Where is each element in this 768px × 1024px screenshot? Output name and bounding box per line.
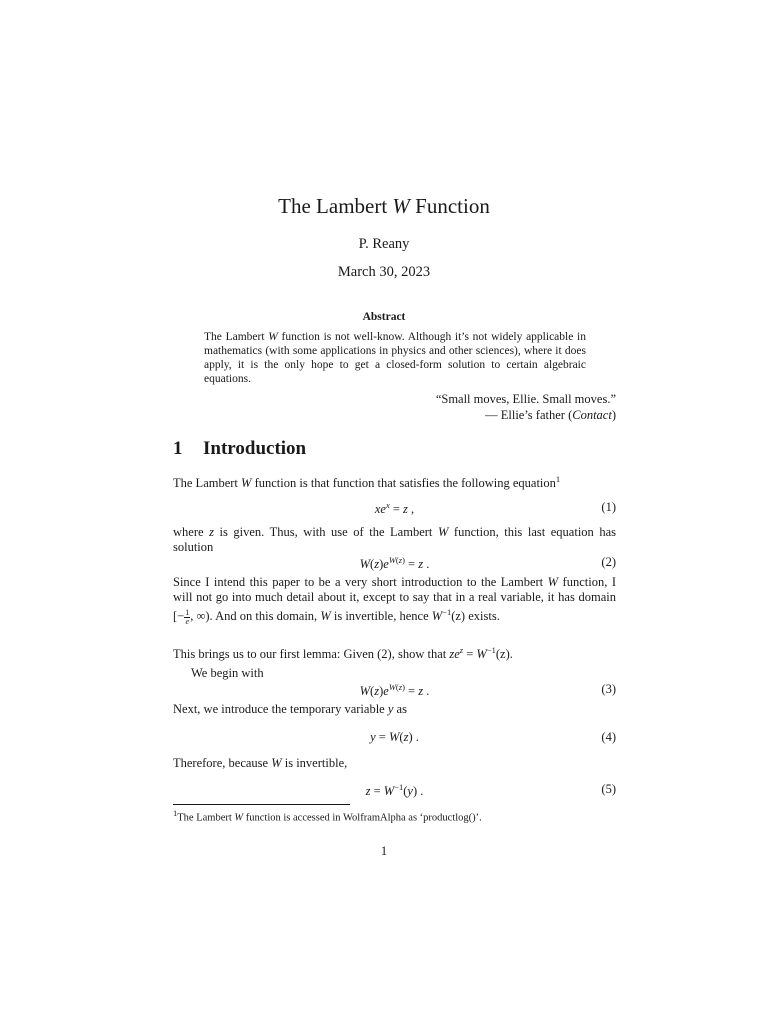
equation-2: $W(z)e^{W(z)} = z$ . (2) — [359, 555, 616, 572]
author: P. Reany — [358, 236, 410, 252]
equation-number: (2) — [601, 555, 616, 569]
page-number: 1 — [380, 844, 388, 858]
section-heading: 1 Introduction — [173, 438, 307, 459]
equation-5: $z = W^{-1}(y)$ . (5) — [365, 782, 616, 799]
footnote-rule — [173, 804, 350, 805]
paragraph-4: This brings us to our first lemma: Given (2), show that $ze^z = W^{-1}(z)$. — [173, 645, 513, 662]
abstract-text: The Lambert W function is not well-know. Although it’s not widely applicable in mathematics (with some applications in physics and other sciences), where it does apply, it is the only hope to get a closed-form solution to certain algebraic equations. — [204, 331, 586, 385]
footnote: $^1$The Lambert W function is accessed in WolframAlpha as ‘productlog()’. — [173, 808, 482, 824]
paper-title: The Lambert W Function — [278, 194, 490, 218]
fraction: $\frac{1}{e}$ — [185, 607, 190, 626]
paragraph-7: Therefore, because W is invertible, — [173, 756, 348, 770]
epigraph-line: “Small moves, Ellie. Small moves.” — [435, 392, 616, 406]
equation-number: (1) — [601, 500, 616, 514]
paragraph-3: Since I intend this paper to be a very short introduction to the Lambert W function, I will not go into much detail about it, except to say that in a real variable, it has domain [− $\frac{1}{e}$ , ∞). And on this domain, W is invertible, hence $W^{-1}(z)$ exists. — [173, 575, 616, 626]
equation-3: $W(z)e^{W(z)} = z$ . (3) — [359, 682, 616, 699]
equation-4: y = W(z) . (4) — [370, 730, 616, 744]
paragraph-1: The Lambert W function is that function that satisfies the following equation$^1$ — [173, 474, 561, 491]
paragraph-2: where z is given. Thus, with use of the Lambert W function, this last equation has solution — [173, 525, 616, 554]
date: March 30, 2023 — [337, 264, 431, 280]
equation-number: (5) — [601, 782, 616, 796]
equation-number: (4) — [601, 730, 616, 744]
paragraph-6: Next, we introduce the temporary variable y as — [173, 702, 407, 716]
paragraph-5: We begin with — [191, 666, 264, 680]
epigraph-attribution: — Ellie’s father (Contact) — [485, 408, 616, 422]
equation-number: (3) — [601, 682, 616, 696]
equation-1: $xe^x = z$ , (1) — [374, 500, 616, 517]
epigraph — [436, 391, 616, 423]
footnote-marker: 1 — [555, 474, 561, 484]
abstract-heading: Abstract — [362, 311, 406, 323]
